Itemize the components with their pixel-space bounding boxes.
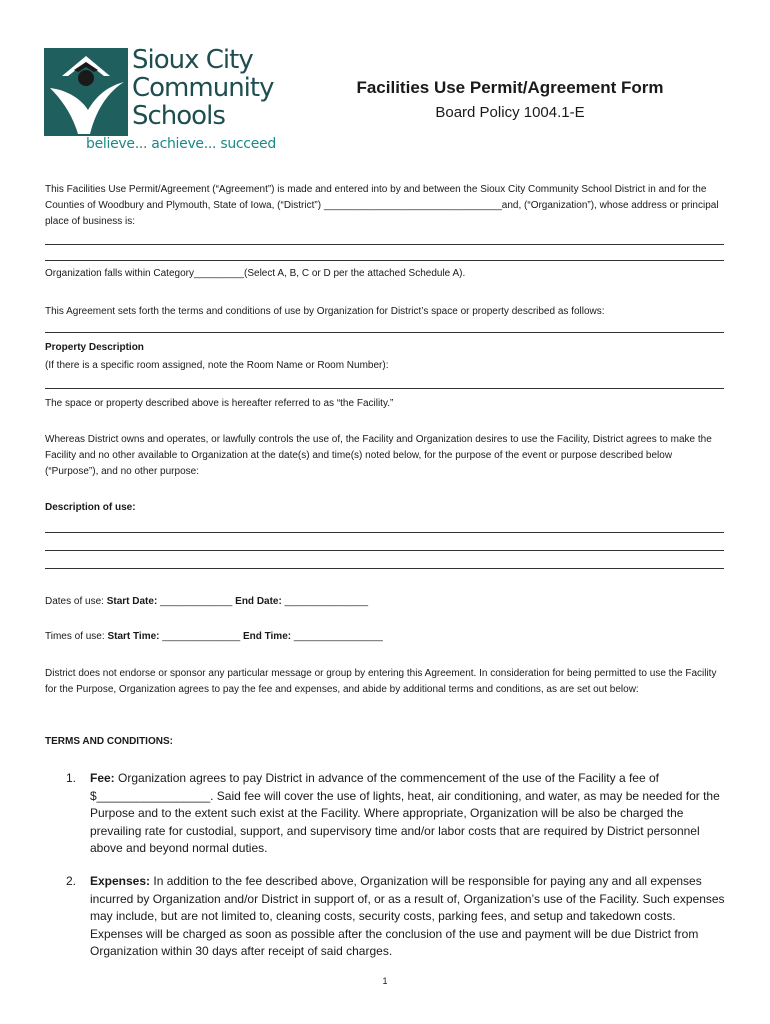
description-line-1[interactable] <box>45 532 724 533</box>
person-leaping-icon <box>44 48 128 136</box>
property-heading: Property Description <box>45 342 144 353</box>
terms-intro: This Agreement sets forth the terms and conditions of use by Organization for District’s space or property described as follows: <box>45 306 605 317</box>
page-number: 1 <box>382 976 388 986</box>
start-date-field[interactable]: _____________ <box>160 596 233 607</box>
logo-line-2: Community <box>132 73 274 103</box>
logo-tagline: believe... achieve... succeed <box>86 136 276 152</box>
term-text <box>90 873 726 961</box>
end-time-field[interactable]: ________________ <box>293 631 383 642</box>
description-line-2[interactable] <box>45 550 724 551</box>
term-body: Organization agrees to pay District in advance of the commencement of the use of the Facility a fee of $_________________. Said fee will cover the use of lights, heat, air conditioning, and water, as may be needed for the Purpose and to the extent such exist at the Facility. Where appropriate, Organization will be also be charged the prevailing rate for custodial, support, and supervisory time and/or labor costs that are required by District personnel above and beyond normal duties. <box>90 771 720 855</box>
times-label: Times of use: <box>45 631 105 642</box>
term-title: Fee: <box>90 771 115 785</box>
endorse-paragraph: District does not endorse or sponsor any particular message or group by entering this Agreement. In consideration for being permitted to use the Facility for the Purpose, Organization agrees to pay the fee and expenses, and abide by additional terms and conditions, as are set out below: <box>45 668 717 695</box>
term-expenses <box>66 873 726 961</box>
term-text <box>90 770 726 858</box>
end-time-label: End Time: <box>242 631 292 642</box>
logo-line-1: Sioux City <box>132 45 253 75</box>
school-logo <box>44 44 284 154</box>
space-description-line[interactable] <box>45 332 724 333</box>
dates-of-use <box>45 594 725 610</box>
terms-heading: TERMS AND CONDITIONS: <box>45 736 173 747</box>
facility-note: The space or property described above is hereafter referred to as “the Facility.” <box>45 398 394 409</box>
whereas-paragraph: Whereas District owns and operates, or lawfully controls the use of, the Facility and Organization desires to use the Facility, District agrees to make the Facility and no other available to Organization at the date(s) and time(s) noted below, for the purpose of the event or purpose described below (“Purpose”), and no other purpose: <box>45 434 712 477</box>
address-line-2[interactable] <box>45 260 724 261</box>
form-title: Facilities Use Permit/Agreement Form <box>356 78 664 97</box>
start-date-label: Start Date: <box>106 596 158 607</box>
start-time-field[interactable]: ______________ <box>162 631 241 642</box>
description-heading: Description of use: <box>45 502 136 513</box>
form-subtitle: Board Policy 1004.1-E <box>435 104 585 121</box>
term-body: In addition to the fee described above, Organization will be responsible for paying any and all expenses incurred by Organization and/or District in support of, or as a result of, Organization’s use of the Facility. Such expenses may include, but are not limited to, cleaning costs, security costs, parking fees, and setup and takedown costs. Expenses will be charged as soon as possible after the conclusion of the use and payment will be due District from Organization within 30 days after receipt of said charges. <box>90 874 725 958</box>
category-line: Organization falls within Category_________(Select A, B, C or D per the attached Schedule A). <box>45 268 466 279</box>
description-line-3[interactable] <box>45 568 724 569</box>
property-instruction: (If there is a specific room assigned, note the Room Name or Room Number): <box>45 360 389 371</box>
logo-line-3: Schools <box>132 101 225 131</box>
property-line[interactable] <box>45 388 724 389</box>
times-of-use <box>45 629 725 645</box>
end-date-field[interactable]: _______________ <box>284 596 369 607</box>
term-number: 1. <box>66 771 77 785</box>
term-title: Expenses: <box>90 874 151 888</box>
intro-paragraph: This Facilities Use Permit/Agreement (“Agreement”) is made and entered into by and between the Sioux City Community School District in and for the Counties of Woodbury and Plymouth, State of Iowa, (“District”) ________________________________and, (“Organization”), whose address or principal place of business is: <box>45 184 719 227</box>
dates-label: Dates of use: <box>45 596 104 607</box>
term-number: 2. <box>66 874 77 888</box>
start-time-label: Start Time: <box>107 631 160 642</box>
end-date-label: End Date: <box>235 596 282 607</box>
logo-wordmark <box>132 46 273 130</box>
term-fee <box>66 770 726 858</box>
address-line-1[interactable] <box>45 244 724 245</box>
